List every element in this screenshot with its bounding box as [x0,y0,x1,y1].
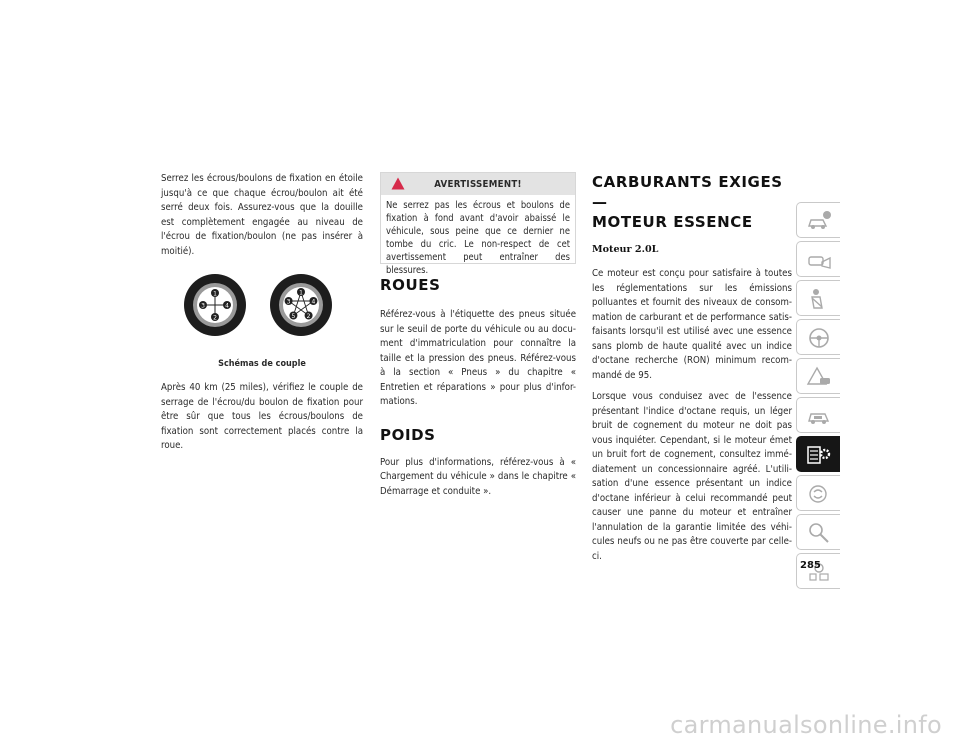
svg-text:2: 2 [213,314,217,322]
warning-header [381,173,575,195]
middle-column [380,276,576,499]
right-column [592,172,792,564]
svg-text:2: 2 [306,312,311,320]
chapter-tabs [796,202,840,592]
tab-vehicle-features[interactable] [796,241,840,277]
svg-text:4: 4 [225,302,229,310]
emergency-car-icon [806,404,832,428]
footer-watermark: carmanualsonline.info [670,711,942,739]
fuel-section-title [592,172,792,232]
poids-paragraph: Pour plus d'informations, référez-vous à « Chargement du véhicule » dans le chapitre « Démarrage et conduite ». [380,456,576,497]
warning-triangle-icon [391,177,405,190]
fuel-paragraph-1: Ce moteur est conçu pour satisfaire à toutes les réglementations sur les émissions polluantes et fournit des niveaux de consom-mation de carburant et de performance satis-faisants lorsqu'il est utilisé avec une essence sans plomb de haute qualité avec un indice d'octane recherche (RON) minimum recom-mandé de 95. [592,268,792,381]
torque-instructions-paragraph: Serrez les écrous/boulons de fixation en étoile jusqu'à ce que chaque écrou/boulon ait été serré deux fois. Assurez-vous que la douille est complètement engagée au niveau de l'écrou de fixation/boulon (ne pas insérer à moitié). [161,173,363,257]
svg-text:3: 3 [201,302,205,310]
seat-safety-icon [806,287,832,311]
fuel-paragraph-2: Lorsque vous conduisez avec de l'essence présentant l'indice d'octane requis, un léger bruit de cognement du moteur ne doit pas vous inquiéter. Cependant, si le moteur émet un bruit fort de cognement, consultez immé-diatement un concessionnaire agréé. L'utili-sation d'une essence présentant un indice d'octane inférieur à celui recommandé peut causer une panne du moteur et entraîner l'annulation de la garantie limitée des véhi-cules neufs ou ne pas être couverte par celle-ci. [592,391,792,562]
section-title-poids: POIDS [380,425,436,444]
section-title-roues: ROUES [380,276,441,294]
tab-emergency[interactable] [796,397,840,433]
tab-seat-safety[interactable] [796,280,840,316]
steering-wheel-icon [806,326,832,350]
warning-text: Ne serrez pas les écrous et boulons de fixation à fond avant d'avoir abaissé le véhicule, sous peine que ce dernier ne tombe du cric. Le non-respect de cet avertissement peut entraîner des blessures. [386,200,570,276]
vehicle-features-icon [806,248,832,272]
specifications-icon [806,443,832,467]
tab-steering[interactable] [796,319,840,355]
engine-subtitle: Moteur 2.0L [592,244,659,255]
tab-car-info[interactable] [796,202,840,238]
warning-box [380,172,576,276]
tab-index-language[interactable] [796,553,840,589]
left-column [161,172,363,454]
svg-text:1: 1 [299,289,303,297]
roues-paragraph: Référez-vous à l'étiquette des pneus située sur le seuil de porte du véhicule ou au docu-ment d'immatriculation pour connaître la taille et la pression des pneus. Référez-vous à la section « Pneus » du chapitre « Entretien et réparations » pour plus d'infor-mations. [380,309,576,407]
torque-pattern-figure [161,273,363,377]
fuel-title-line1: CARBURANTS EXIGES — [592,173,783,211]
warning-title: AVERTISSEMENT! [434,178,522,190]
warning-car-icon [806,365,832,389]
four-lug-wheel-diagram [183,273,247,337]
tab-specifications[interactable] [796,436,840,472]
tab-search[interactable] [796,514,840,550]
five-lug-wheel-diagram [269,273,333,337]
search-icon [806,521,832,545]
page-number: 285 [800,560,821,571]
svg-text:1: 1 [213,290,217,298]
multimedia-icon [806,482,832,506]
fuel-title-line2: MOTEUR ESSENCE [592,213,753,231]
svg-text:3: 3 [286,298,291,306]
car-info-icon [806,209,832,233]
svg-text:4: 4 [311,298,316,306]
torque-check-paragraph: Après 40 km (25 miles), vérifiez le couple de serrage de l'écrou/du boulon de fixation pour être sûr que tous les écrous/boulons de fixation sont correctement placés contre la roue. [161,382,363,451]
tab-multimedia[interactable] [796,475,840,511]
svg-text:5: 5 [291,312,296,320]
tab-warning[interactable] [796,358,840,394]
figure-caption: Schémas de couple [218,359,306,369]
